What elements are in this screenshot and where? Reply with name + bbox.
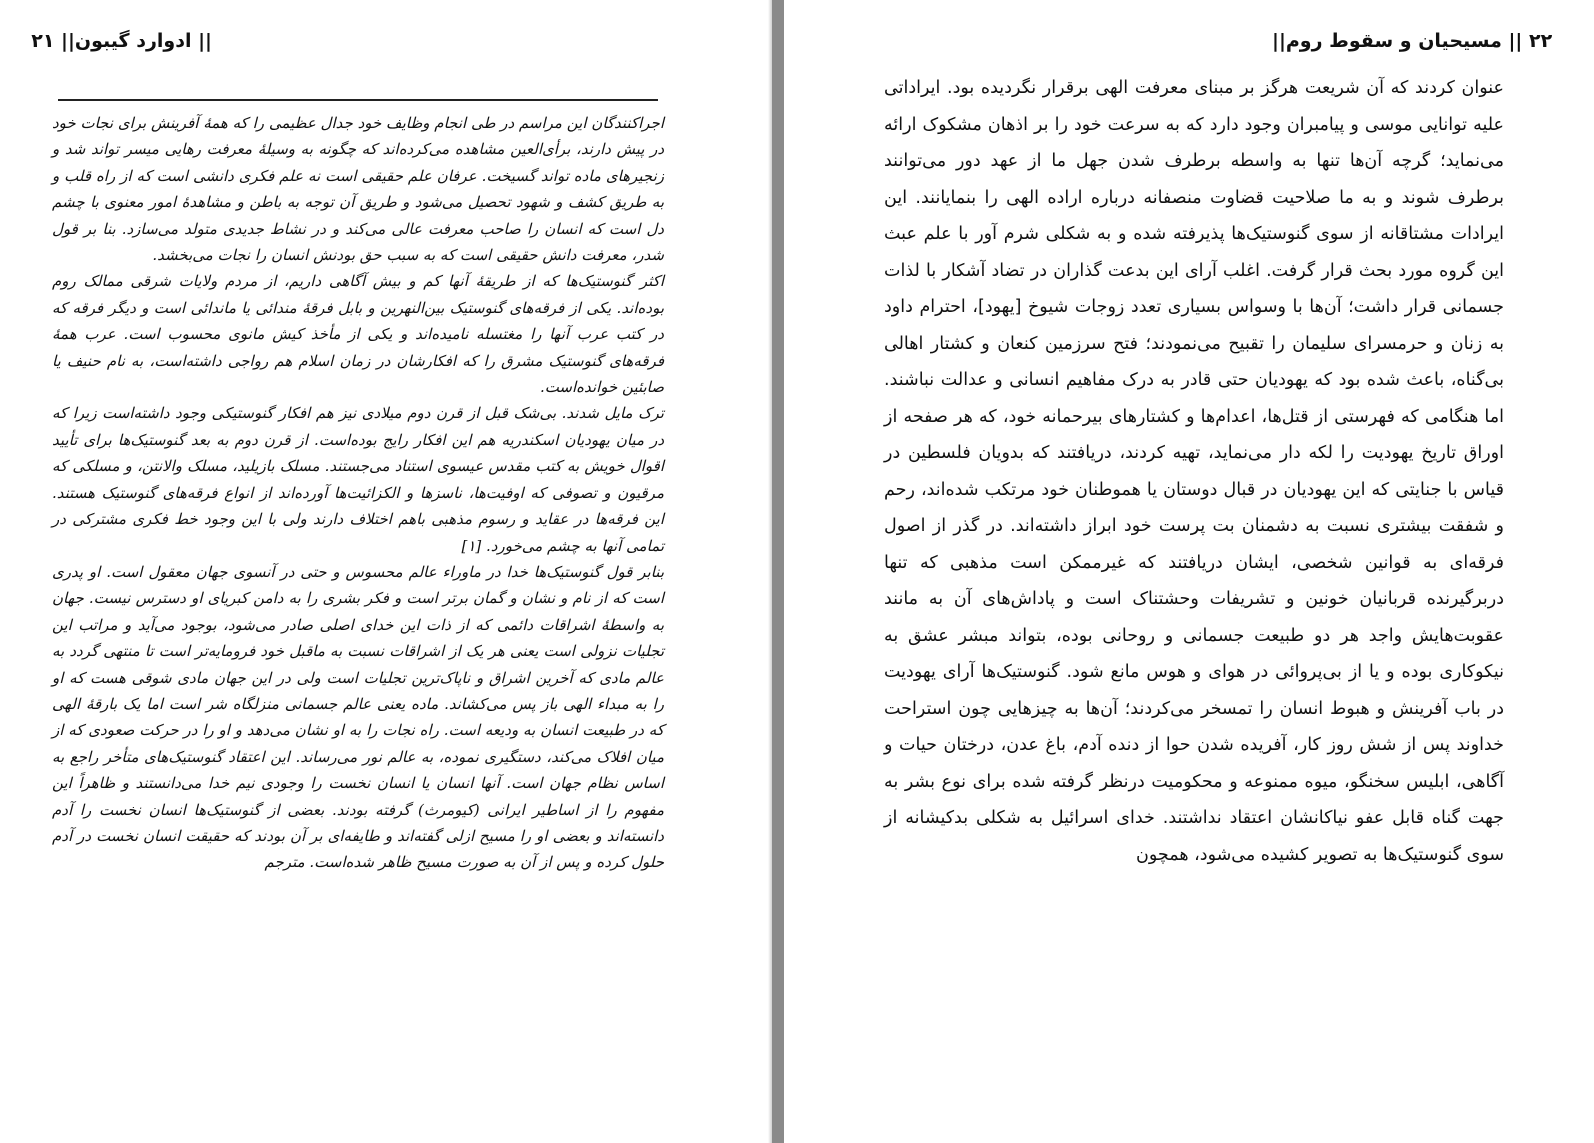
body-paragraph: عنوان کردند که آن شریعت هرگز بر مبنای معرفت الهی برقرار نگردیده بود. ایراداتی علیه توانایی موسی و پیامبران وجود دارد که به سرعت خود را بر اذهان مشکوک ارائه می‌نماید؛ گرچه آن‌ها تنها به واسطه برطرف شدن جهل ما از عهد دور می‌توانند برطرف شوند و به ما صلاحیت قضاوت منصفانه درباره اراده الهی را بنمایانند. این ایرادات مشتاقانه از سوی گنوستیک‌ها پذیرفته شده و به شکلی شرم آور با علم عبث این گروه مورد بحث قرار گرفت. اغلب آرای این بدعت گذاران در تضاد آشکار با لذات جسمانی قرار داشت؛ آن‌ها با وسواس بسیاری تعدد زوجات شیوخ [یهود]، احترام داود به زنان و حرمسرای سلیمان را تقبیح می‌نمودند؛ فتح سرزمین کنعان و کشتار اهالی بی‌گناه، باعث شده بود که یهودیان حتی قادر به درک مفاهیم انسانی و عدالت نباشند. اما هنگامی که فهرستی از قتل‌ها، اعدام‌ها و کشتارهای بیرحمانه خود، که هر صفحه از اوراق تاریخ یهودیت را لکه دار می‌نماید، تهیه کردند، دریافتند که بدویان فلسطین در قیاس با جنایتی که این یهودیان در قبال دوستان یا هموطنان خود مرتکب شده‌اند، رحم و شفقت بیشتری نسبت به دشمنان بت پرست خود ابراز داشته‌اند. در گذر از اصول فرقه‌ای به قوانین شخصی، ایشان دریافتند که غیرممکن است مذهبی که تنها دربرگیرنده قربانیان خونین و تشریفات وحشتناک است و پاداش‌های آن به مانند عقوبت‌هایش واجد هر دو طبیعت جسمانی و روحانی بوده، بتواند مبشر عشق به نیکوکاری بوده و یا از بی‌پروائی در هوای و هوس مانع شود. گنوستیک‌ها آرای یهودیت در باب آفرینش و هبوط انسان را تمسخر می‌کردند؛ آن‌ها به چیزهایی چون استراحت خداوند پس از شش روز کار، آفریده شدن حوا از دنده آدم، باغ عدن، درختان حیات و آگاهی، ابلیس سخنگو، میوه ممنوعه و محکومیت درنظر گرفته شده برای نوع بشر به جهت گناه قابل عفو نیاکانشان اعتقاد نداشتند. خدای اسرائیل به شکلی بدکیشانه از سوی گنوستیک‌ها به تصویر کشیده می‌شود، همچون [884, 78, 1504, 865]
page-header-left: || ادوارد گیبون|| ۲۱ [31, 30, 212, 52]
page-header-right: ۲۲ || مسیحیان و سقوط روم|| [1272, 30, 1553, 52]
footnote-paragraph: بنابر قول گنوستیک‌ها خدا در ماوراء عالم محسوس و حتی در آنسوی جهان معقول است. او پدری است که از نام و نشان و گمان برتر است و فکر بشری را به دامن کبریای او دسترس نیست. جهان به واسطهٔ اشراقات دائمی که از ذات این خدای اصلی صادر می‌شود، بوجود می‌آید و مراتب این تجلیات نزولی است یعنی هر یک از اشراقات نسبت به ماقبل خود فرومایه‌تر است تا منتهی گردد به عالم مادی که آخرین اشراق و ناپاک‌ترین تجلیات است ولی در این جهان مادی شوقی هست که او را به مبداء الهی باز پس می‌کشاند. ماده یعنی عالم جسمانی منزلگاه شر است اما یک بارقهٔ الهی که در طبیعت انسان به ودیعه است. راه نجات را به او نشان می‌دهد و او را در حرکت صعودی که از میان افلاک می‌کند، دستگیری نموده، به عالم نور می‌رساند. این اعتقاد گنوستیک‌های متأخر راجع به اساس نظام جهان است. آنها انسان یا انسان نخست را وجودی نیم خدا می‌دانستند و ظاهراً این مفهوم را از اساطیر ایرانی (کیومرث) گرفته بودند. بعضی از گنوستیک‌ها انسان نخست را آدم دانسته‌اند و بعضی او را مسیح ازلی گفته‌اند و طایفه‌ای بر آن بودند که حقیقت انسان نخست در آدم حلول کرده و پس از آن به صورت مسیح ظاهر شده‌است. مترجم [52, 562, 664, 872]
footnote-rule [58, 99, 658, 101]
main-body-text [884, 70, 1504, 873]
footnote-paragraph: اجراکنندگان این مراسم در طی انجام وظایف خود جدال عظیمی را که همهٔ آفرینش برای نجات خود در پیش دارند، برأی‌العین مشاهده می‌کرده‌اند که چگونه به وسیلهٔ معرفت رهایی میسر تواند شد و زنجیرهای ماده تواند گسیخت. عرفان علم حقیقی است نه علم فکری دانشی است که از راه قلب و به طریق کشف و شهود تحصیل می‌شود و طریق آن توجه به باطن و مشاهدهٔ امور معنوی با چشم دل است که انسان را صاحب معرفت عالی می‌کند و در نشاط جدیدی متولد می‌سازد. بنا بر قول شدر، معرفت دانش حقیقی است که به سبب حق بودنش انسان را نجات می‌بخشد. [52, 114, 664, 265]
footnote-paragraph: ترک مایل شدند. بی‌شک قبل از قرن دوم میلادی نیز هم افکار گنوستیکی وجود داشته‌است زیرا که در میان یهودیان اسکندریه هم این افکار رایج بوده‌است. از قرن دوم به بعد گنوستیک‌ها برای تأیید اقوال خویش به کتب مقدس عیسوی استناد می‌جستند. مسلک بازیلید، مسلک والانتن، و مسلکی که مرقیون و تصوفی که اوفیت‌ها، ناسزها و الکزائیت‌ها آورده‌اند از انواع فرقه‌های گنوستیک هستند. این فرقه‌ها در عقاید و رسوم مذهبی باهم اختلاف دارند ولی با این وجود خط فکری مشترکی در تمامی آنها به چشم می‌خورد. [۱] [52, 404, 664, 555]
translator-footnote [52, 110, 664, 876]
right-page [784, 0, 1594, 1143]
footnote-paragraph: اکثر گنوستیک‌ها که از طریقهٔ آنها کم و بیش آگاهی داریم، از مردم ولایات شرقی ممالک روم بوده‌اند. یکی از فرقه‌های گنوستیک بین‌النهرین و بابل فرقهٔ مندائی یا ماندائی است و دیگر فرقه که در کتب عرب آنها را مغتسله نامیده‌اند و یکی از مأخذ کیش مانوی محسوب است. عرب همهٔ فرقه‌های گنوستیک مشرق را که افکارشان در زمان اسلام هم رواجی داشته‌است، به نام حنیف یا صابئین خوانده‌است. [52, 272, 664, 397]
book-gutter [772, 0, 784, 1143]
left-page [0, 0, 772, 1143]
